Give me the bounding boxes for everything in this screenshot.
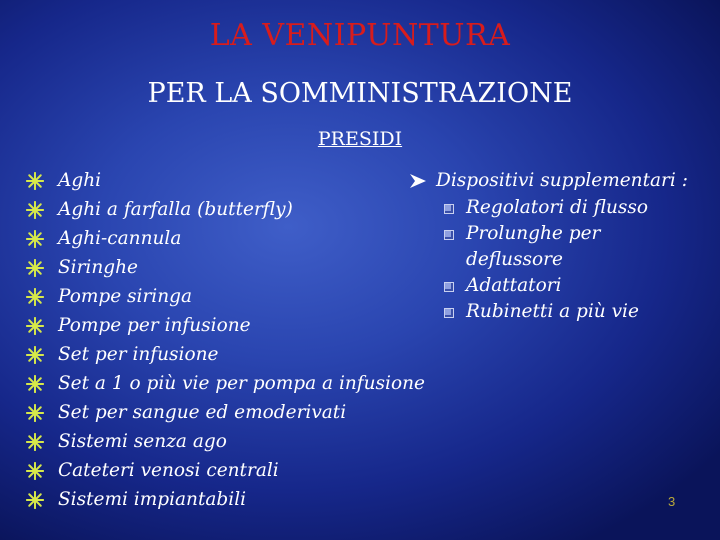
list-item bbox=[444, 299, 688, 325]
list-item bbox=[26, 427, 425, 456]
list-item bbox=[444, 195, 688, 221]
list-item-label: Aghi-cannula bbox=[58, 228, 182, 249]
list-item-label: Prolunghe per deflussore bbox=[466, 223, 601, 270]
starburst-bullet-icon bbox=[26, 259, 44, 277]
starburst-bullet-icon bbox=[26, 491, 44, 509]
list-item-label: Cateteri venosi centrali bbox=[58, 460, 279, 481]
starburst-bullet-icon bbox=[26, 172, 44, 190]
list-item-label: Adattatori bbox=[466, 275, 562, 296]
supplementary-devices-block bbox=[408, 166, 688, 325]
starburst-bullet-icon bbox=[26, 462, 44, 480]
list-item-label: Rubinetti a più vie bbox=[466, 301, 639, 322]
supplementary-heading-label: Dispositivi supplementari : bbox=[436, 170, 688, 191]
list-item-label: Sistemi senza ago bbox=[58, 431, 227, 452]
starburst-bullet-icon bbox=[26, 346, 44, 364]
starburst-bullet-icon bbox=[26, 230, 44, 248]
starburst-bullet-icon bbox=[26, 433, 44, 451]
list-item bbox=[26, 340, 425, 369]
section-heading: PRESIDI bbox=[317, 128, 403, 150]
list-item bbox=[444, 221, 644, 273]
page-number: 3 bbox=[668, 494, 676, 509]
starburst-bullet-icon bbox=[26, 201, 44, 219]
list-item bbox=[26, 398, 425, 427]
list-item bbox=[26, 166, 425, 195]
list-item-label: Siringhe bbox=[58, 257, 138, 278]
list-item-label: Set per sangue ed emoderivati bbox=[58, 402, 347, 423]
list-item bbox=[26, 224, 425, 253]
list-item bbox=[26, 456, 425, 485]
list-item bbox=[26, 253, 425, 282]
square-bullet-icon bbox=[444, 204, 454, 214]
list-item-label: Pompe per infusione bbox=[58, 315, 251, 336]
list-item bbox=[26, 485, 425, 514]
starburst-bullet-icon bbox=[26, 375, 44, 393]
supplementary-heading bbox=[408, 166, 688, 195]
square-bullet-icon bbox=[444, 308, 454, 318]
list-item-label: Aghi a farfalla (butterfly) bbox=[58, 199, 293, 220]
slide-subtitle: PER LA SOMMINISTRAZIONE bbox=[147, 78, 573, 109]
square-bullet-icon bbox=[444, 230, 454, 240]
list-item bbox=[26, 195, 425, 224]
left-bullet-list bbox=[26, 166, 425, 514]
starburst-bullet-icon bbox=[26, 288, 44, 306]
slide-title: LA VENIPUNTURA bbox=[209, 18, 511, 53]
list-item-label: Set per infusione bbox=[58, 344, 219, 365]
starburst-bullet-icon bbox=[26, 404, 44, 422]
list-item bbox=[26, 369, 425, 398]
list-item bbox=[444, 273, 688, 299]
supplementary-list bbox=[408, 195, 688, 325]
list-item-label: Pompe siringa bbox=[58, 286, 193, 307]
list-item-label: Set a 1 o più vie per pompa a infusione bbox=[58, 373, 425, 394]
arrow-bullet-icon bbox=[408, 173, 428, 189]
square-bullet-icon bbox=[444, 282, 454, 292]
list-item bbox=[26, 311, 425, 340]
list-item bbox=[26, 282, 425, 311]
list-item-label: Sistemi impiantabili bbox=[58, 489, 247, 510]
starburst-bullet-icon bbox=[26, 317, 44, 335]
list-item-label: Regolatori di flusso bbox=[466, 197, 649, 218]
list-item-label: Aghi bbox=[58, 170, 102, 191]
